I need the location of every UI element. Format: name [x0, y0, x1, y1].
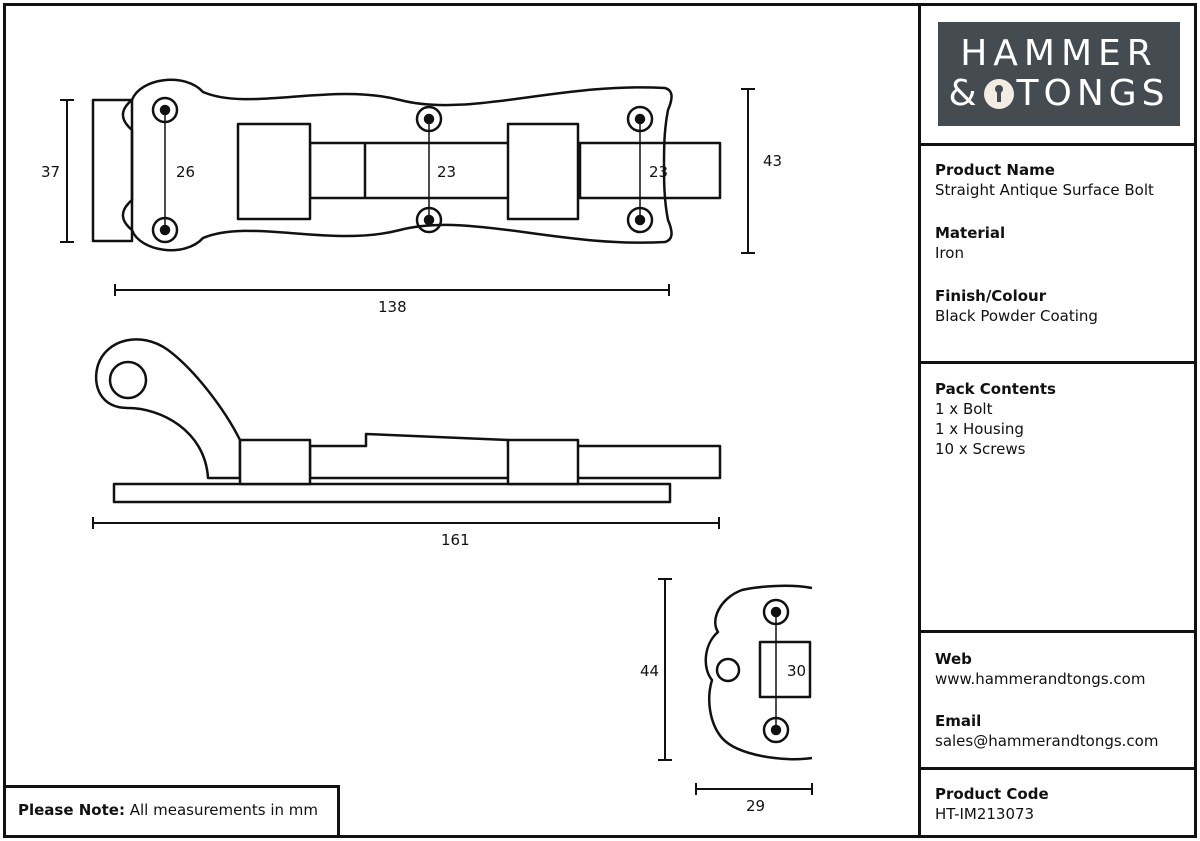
pack-contents	[935, 379, 1056, 459]
pack-item: 10 x Screws	[935, 440, 1026, 458]
product-name-value: Straight Antique Surface Bolt	[935, 181, 1154, 199]
contact-info	[935, 649, 1158, 751]
dim-hole-spacing-3: 23	[649, 163, 669, 181]
dim-hole-spacing-1: 26	[176, 163, 196, 181]
pack-item: 1 x Bolt	[935, 400, 993, 418]
bolt-plate-outline	[123, 80, 672, 250]
pack-contents-label: Pack Contents	[935, 380, 1056, 398]
side-staple-1	[240, 440, 310, 484]
dim-overall-length: 161	[441, 531, 470, 549]
bolt-plate-end	[93, 100, 132, 241]
product-code	[935, 784, 1049, 824]
bolt-staple-2	[508, 124, 578, 219]
dim-overall-height: 43	[763, 152, 783, 170]
logo-line-1: HAMMER	[960, 33, 1158, 74]
dim-keep-height: 44	[640, 662, 660, 680]
keyhole-icon	[984, 79, 1014, 109]
bolt-staple-1	[238, 124, 310, 219]
logo-ampersand: &	[948, 73, 982, 114]
email-label: Email	[935, 712, 982, 730]
bolt-side-view	[96, 339, 720, 502]
note-label: Please Note:	[18, 801, 125, 819]
logo-word: TONGS	[1016, 73, 1170, 114]
dimension-lines	[60, 89, 812, 795]
side-base-plate	[114, 484, 670, 502]
dim-plate-length: 138	[378, 298, 407, 316]
measurement-note	[18, 801, 318, 819]
dim-hole-spacing-2: 23	[437, 163, 457, 181]
web-label: Web	[935, 650, 972, 668]
side-staple-2	[508, 440, 578, 484]
material-label: Material	[935, 224, 1006, 242]
brand-logo	[938, 22, 1180, 126]
finish-value: Black Powder Coating	[935, 307, 1098, 325]
dim-plate-height: 37	[41, 163, 61, 181]
pack-item: 1 x Housing	[935, 420, 1024, 438]
finish-label: Finish/Colour	[935, 287, 1047, 305]
logo-line-2	[948, 74, 1169, 114]
product-name-label: Product Name	[935, 161, 1055, 179]
product-code-label: Product Code	[935, 785, 1049, 803]
email-link[interactable]: sales@hammerandtongs.com	[935, 732, 1159, 750]
note-text: All measurements in mm	[129, 801, 319, 819]
dim-keep-width: 29	[746, 797, 766, 815]
material-value: Iron	[935, 244, 964, 262]
dim-keep-slot: 30	[787, 662, 807, 680]
side-handle	[96, 339, 240, 478]
product-info	[935, 160, 1154, 326]
product-code-value: HT-IM213073	[935, 805, 1035, 823]
web-link[interactable]: www.hammerandtongs.com	[935, 670, 1146, 688]
